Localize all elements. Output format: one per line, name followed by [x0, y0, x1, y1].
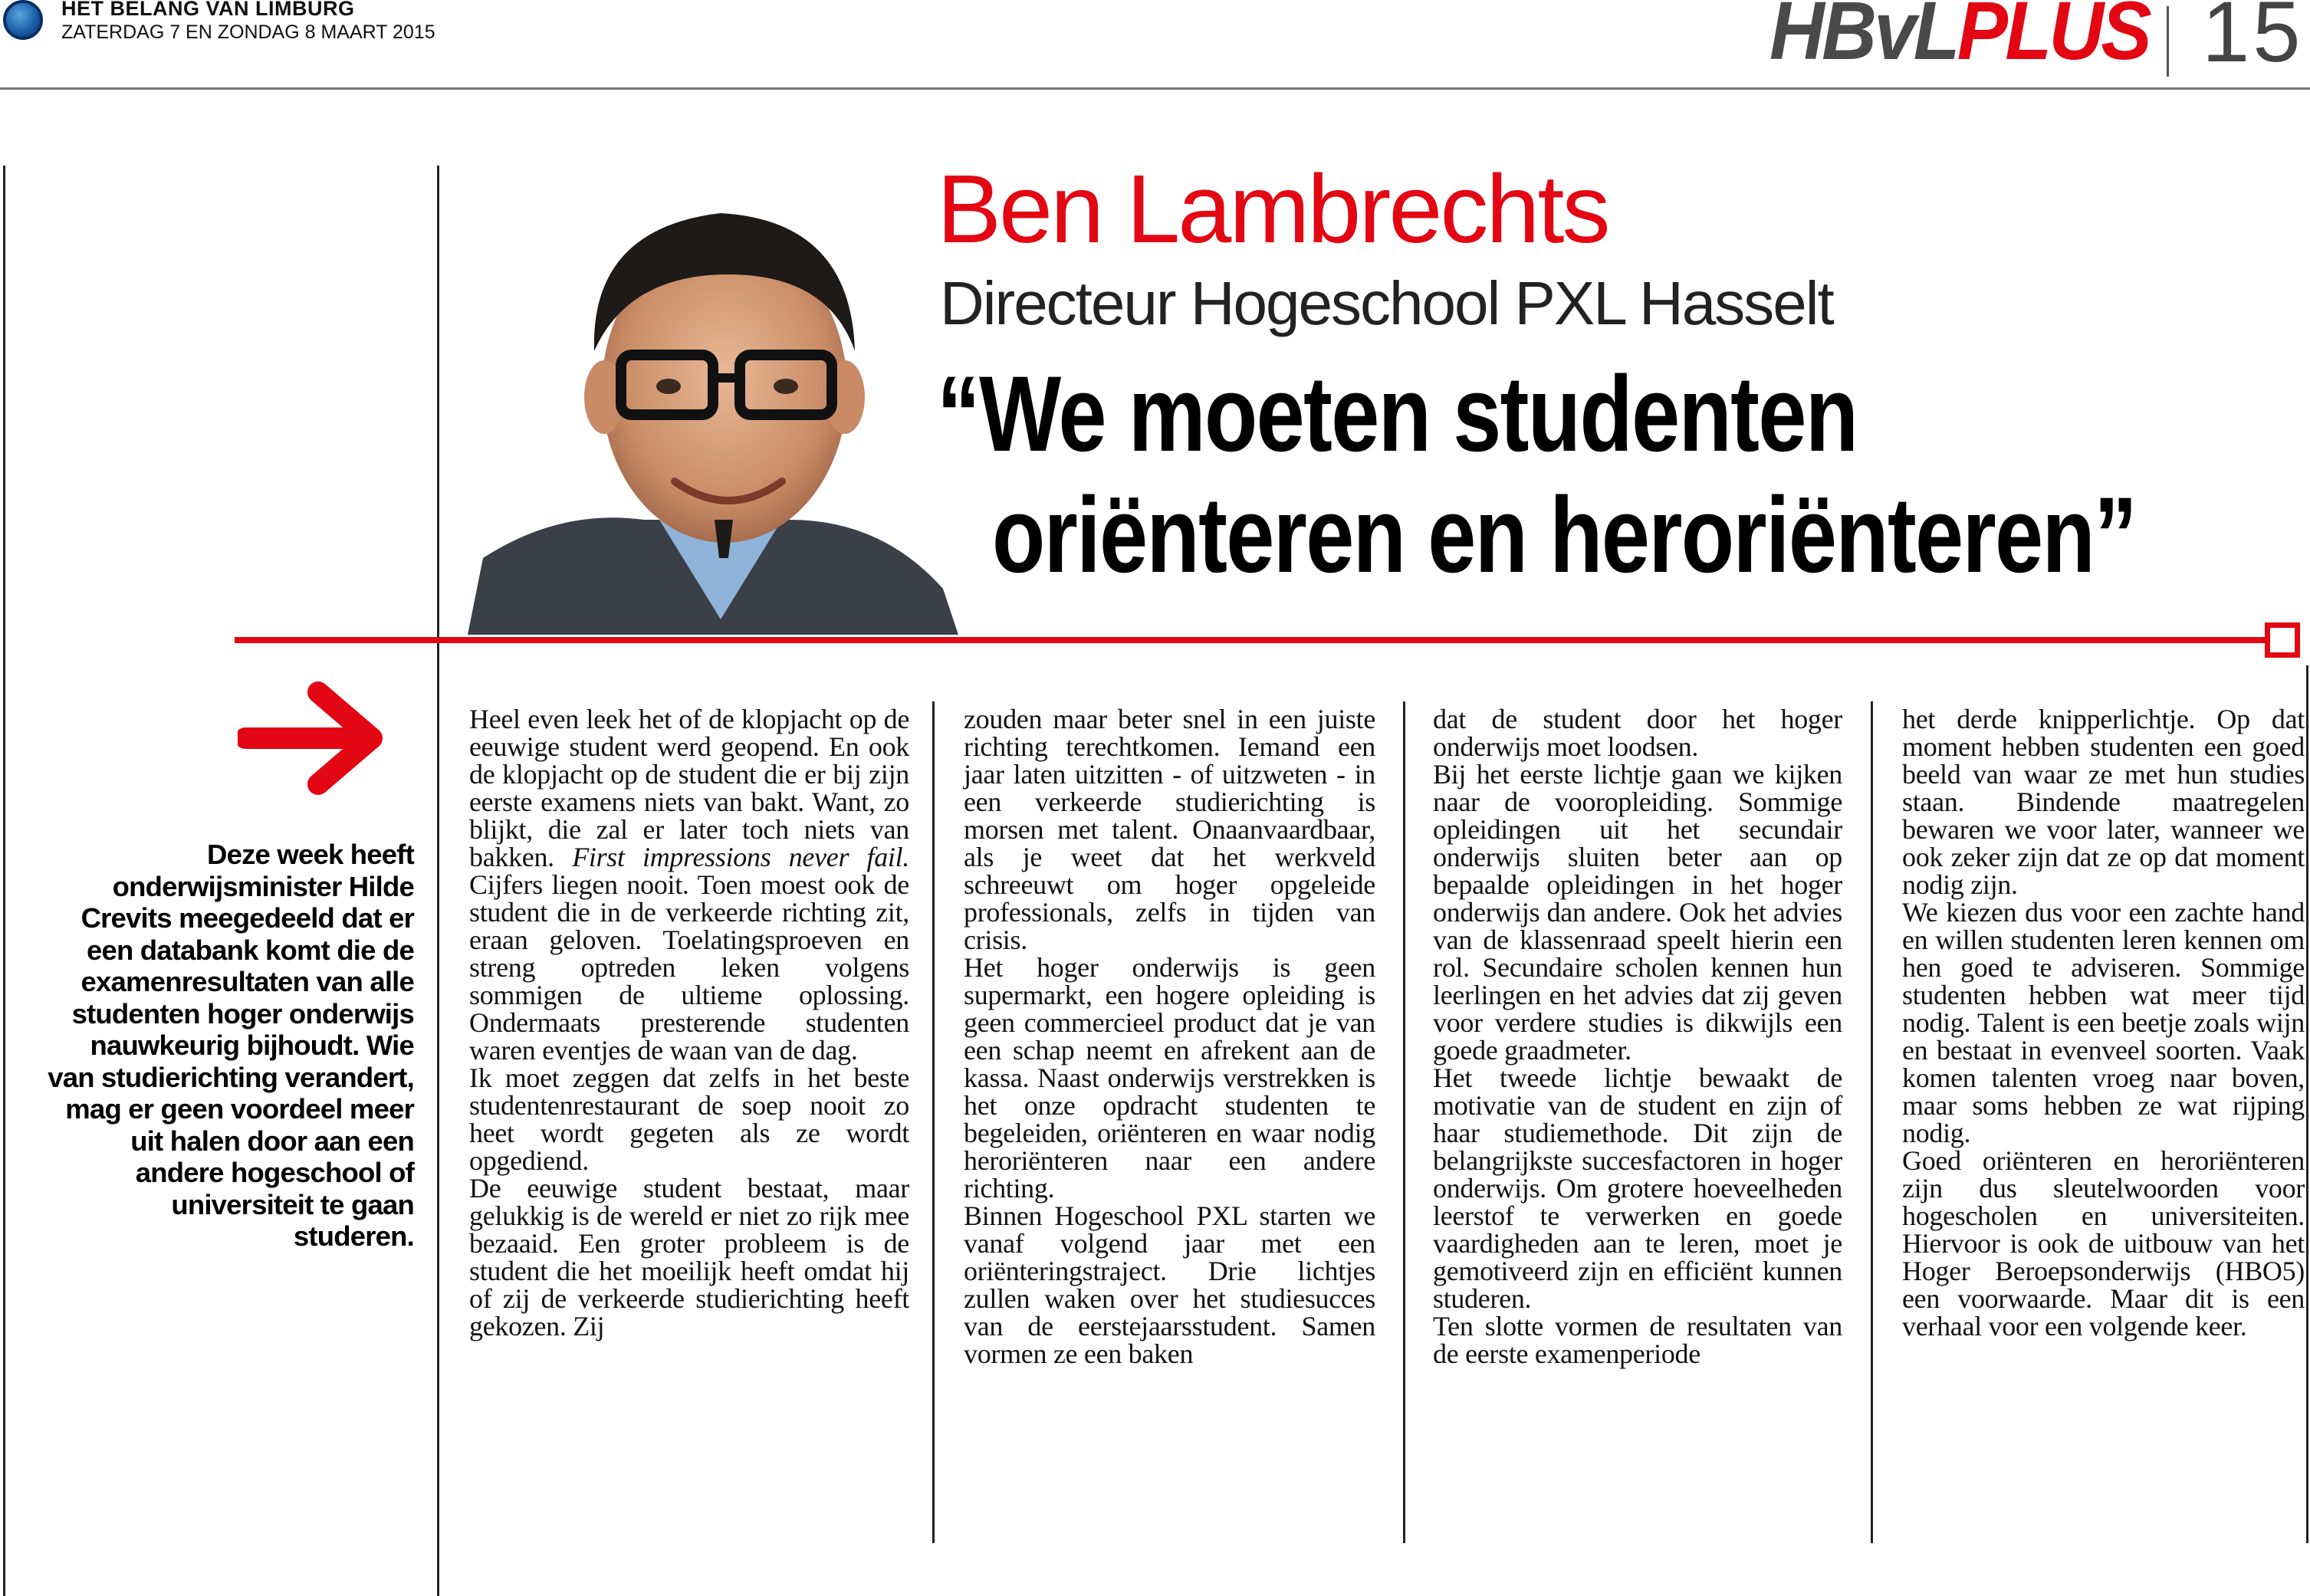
- issue-date: ZATERDAG 7 EN ZONDAG 8 MAART 2015: [61, 21, 435, 43]
- author-portrait: [468, 159, 958, 635]
- brand-separator: [2167, 6, 2169, 77]
- paragraph: Goed oriënteren en heroriënteren zijn dus sleutelwoorden voor hogescholen en universiteiten. Hiervoor is ook de uitbouw van het Hoger Beroepsonderwijs (HBO5) een voorwaarde. Maar dit is een verhaal voor een volgende keer.: [1902, 1145, 2305, 1341]
- red-divider: [235, 637, 2266, 643]
- paragraph: het derde knipperlichtje. Op dat moment hebben studenten een goed beeld van waar ze met hun studies staan. Bindende maatregelen bewaren we voor later, wanneer we ook zeker zijn dat ze op dat moment nodig zijn.: [1902, 704, 2305, 900]
- intro-text: Deze week heeft onderwijsminister Hilde Crevits meegedeeld dat er een databank komt die de examenresultaten van alle studenten hoger onderwijs nauwkeurig bijhoudt. Wie van studierichting verandert, mag er geen voordeel meer uit halen door aan een andere hogeschool of universiteit te gaan studeren.: [48, 839, 414, 1252]
- body-column-1: [469, 705, 909, 1340]
- paragraph: Binnen Hogeschool PXL starten we vanaf volgend jaar met een oriënteringstraject. Drie lichtjes zullen waken over het studiesucces van de eerstejaarsstudent. Samen vormen ze een baken: [964, 1200, 1375, 1369]
- text-run: Cijfers liegen nooit. Toen moest ook de student die in de verkeerde richting zit, eraan geloven. Toelatingsproeven en streng optreden leken volgens sommigen de ultieme oplossing. Ondermaats presterende studenten waren eventjes de waan van de dag.: [469, 869, 909, 1066]
- author-name: Ben Lambrechts: [937, 155, 1608, 263]
- masthead-rule: [0, 87, 2310, 90]
- paragraph: We kiezen dus voor een zachte hand en willen studenten leren kennen om hen goed te adviseren. Sommige studenten hebben wat meer tijd nodig. Talent is een beetje zoals wijn en bestaat in evenveel soorten. Vaak komen talenten vroeg naar boven, maar soms hebben ze wat rijping nodig.: [1902, 897, 2305, 1148]
- column-rule-left: [3, 166, 5, 1596]
- paragraph: Het tweede lichtje bewaakt de motivatie van de student en zijn of haar studiemethode. Dit zijn de belangrijkste succesfactoren in hoger onderwijs. Om grotere hoeveelheden leerstof te verwerken en goede vaardigheden aan te leren, moet je gemotiveerd zijn en efficiënt kunnen studeren.: [1433, 1062, 1842, 1314]
- body-column-3: [1433, 705, 1842, 1368]
- column-rule-2: [1403, 701, 1405, 1543]
- column-rule-right: [2306, 665, 2308, 1543]
- brand-part-2: PLUS: [1957, 0, 2149, 77]
- newspaper-logo-icon: [3, 0, 43, 40]
- text-run: Heel even leek het of de klopjacht op de eeuwige student werd geopend. En ook de klopjacht op de student die er bij zijn eerste examens niets van bakt. Want, zo blijkt, die zal er later toch niets van bakken.: [469, 704, 909, 872]
- headline-line-2: oriënteren en heroriënteren”: [992, 475, 2137, 595]
- section-brand: [1769, 0, 2149, 77]
- paragraph: Het hoger onderwijs is geen supermarkt, een hogere opleiding is geen commercieel product dat je van een schap neemt en afrekent aan de kassa. Naast onderwijs verstrekken is het onze opdracht studenten te begeleiden, oriënteren en waar nodig heroriënteren naar een andere richting.: [964, 952, 1375, 1204]
- paragraph: Ten slotte vormen de resultaten van de eerste examenperiode: [1433, 1311, 1842, 1369]
- body-column-2: [964, 705, 1375, 1368]
- author-role: Directeur Hogeschool PXL Hasselt: [940, 269, 1833, 337]
- headline-line-1: “We moeten studenten: [937, 353, 1858, 474]
- brand-part-1: HBvL: [1769, 0, 1957, 77]
- paragraph: Ik moet zeggen dat zelfs in het beste studentenrestaurant de soep nooit zo heet wordt gegeten als ze wordt opgediend.: [469, 1062, 909, 1176]
- column-rule-3: [1871, 701, 1873, 1543]
- red-divider-end-box: [2265, 622, 2300, 658]
- arrow-right-icon: [238, 681, 406, 796]
- paragraph: Bij het eerste lichtje gaan we kijken naar de vooropleiding. Sommige opleidingen uit het secundair onderwijs sluiten beter aan op bepaalde opleidingen in het hoger onderwijs dan andere. Ook het advies van de klassenraad speelt hierin een rol. Secundaire scholen kennen hun leerlingen en het advies dat zij geven voor verdere studies is dikwijls een goede graadmeter.: [1433, 759, 1842, 1066]
- newspaper-name: HET BELANG VAN LIMBURG: [61, 0, 355, 20]
- italic-quote: First impressions never fail.: [572, 842, 909, 872]
- body-column-4: [1902, 705, 2305, 1340]
- paragraph: [469, 705, 909, 1064]
- page-number: 15: [2202, 0, 2304, 80]
- paragraph: De eeuwige student bestaat, maar gelukkig is de wereld er niet zo rijk mee bezaaid. Een groter probleem is de student die het moeilijk heeft omdat hij of zij de verkeerde studierichting heeft gekozen. Zij: [469, 1173, 909, 1341]
- paragraph: dat de student door het hoger onderwijs moet loodsen.: [1433, 704, 1842, 762]
- column-rule-1: [932, 701, 935, 1543]
- column-rule-intro: [437, 166, 439, 1596]
- paragraph: zouden maar beter snel in een juiste richting terechtkomen. Iemand een jaar laten uitzitten - of uitzweten - in een verkeerde studierichting is morsen met talent. Onaanvaardbaar, als je weet dat het werkveld schreeuwt om hoger opgeleide professionals, zelfs in tijden van crisis.: [964, 704, 1375, 955]
